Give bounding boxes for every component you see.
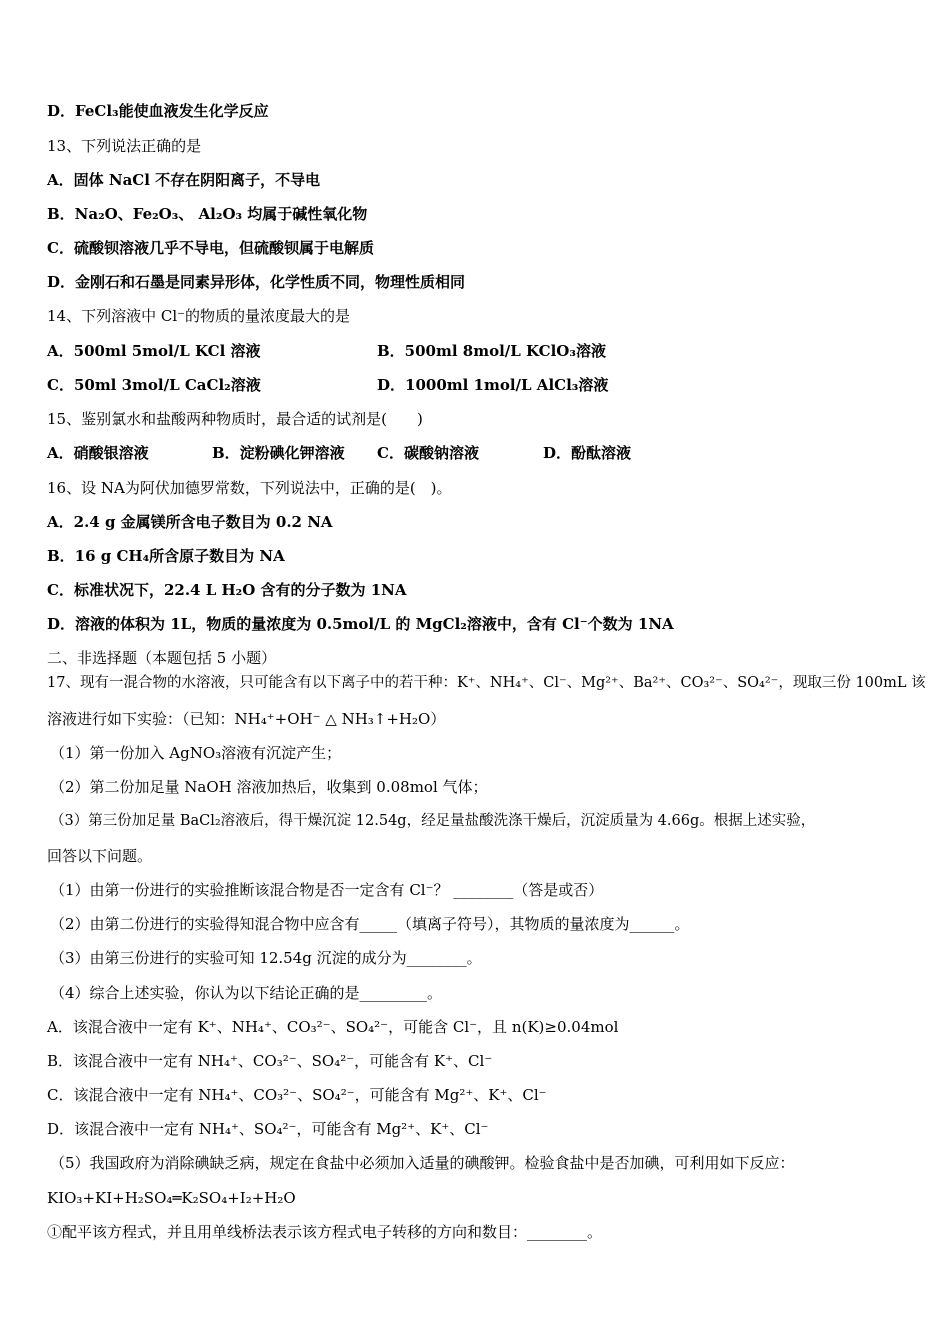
q14-option-c: C．50ml 3mol/L CaCl₂溶液 (47, 376, 261, 394)
q17-part-4: （4）综合上述实验，你认为以下结论正确的是_________。 (50, 984, 443, 1002)
q17-part-5: （5）我国政府为消除碘缺乏病，规定在食盐中必须加入适量的碘酸钾。检验食盐中是否加碘，可利用如下反应： (50, 1154, 795, 1172)
q17-experiment-2: （2）第二份加足量 NaOH 溶液加热后，收集到 0.08mol 气体； (50, 778, 488, 796)
q17-option-c: C．该混合液中一定有 NH₄⁺、CO₃²⁻、SO₄²⁻，可能含有 Mg²⁺、K⁺、Cl⁻ (47, 1086, 547, 1104)
q14-option-d: D．1000ml 1mol/L AlCl₃溶液 (377, 376, 609, 394)
q17-option-b: B．该混合液中一定有 NH₄⁺、CO₃²⁻、SO₄²⁻，可能含有 K⁺、Cl⁻ (47, 1052, 493, 1070)
q16-option-d: D．溶液的体积为 1L，物质的量浓度为 0.5mol/L 的 MgCl₂溶液中，含有 Cl⁻个数为 1NA (47, 615, 674, 633)
q12-option-d: D．FeCl₃能使血液发生化学反应 (47, 102, 269, 120)
q15-option-c: C．碳酸钠溶液 (377, 444, 479, 462)
q16-stem: 16、设 NA为阿伏加德罗常数，下列说法中，正确的是( )。 (47, 479, 452, 497)
q13-option-c: C．硫酸钡溶液几乎不导电，但硫酸钡属于电解质 (47, 239, 374, 257)
section-heading: 二、非选择题（本题包括 5 小题） (47, 649, 277, 667)
q16-option-b: B．16 g CH₄所含原子数目为 NA (47, 547, 285, 565)
q13-stem: 13、下列说法正确的是 (47, 137, 202, 155)
q13-option-d: D．金刚石和石墨是同素异形体，化学性质不同，物理性质相同 (47, 273, 466, 291)
q14-option-b: B．500ml 8mol/L KClO₃溶液 (377, 342, 606, 360)
q13-option-b: B．Na₂O、Fe₂O₃、 Al₂O₃ 均属于碱性氧化物 (47, 205, 368, 223)
q17-part-5-sub1: ①配平该方程式，并且用单线桥法表示该方程式电子转移的方向和数目：________。 (47, 1223, 603, 1241)
q13-option-a: A．固体 NaCl 不存在阴阳离子，不导电 (47, 171, 321, 189)
q17-part-2: （2）由第二份进行的实验得知混合物中应含有_____（填离子符号），其物质的量浓度为______。 (50, 915, 690, 933)
q17-stem-line2: 溶液进行如下实验：（已知：NH₄⁺+OH⁻ △ NH₃↑+H₂O） (47, 710, 446, 728)
q15-option-a: A．硝酸银溶液 (47, 444, 149, 462)
q17-stem-line1: 17、现有一混合物的水溶液，只可能含有以下离子中的若干种：K⁺、NH₄⁺、Cl⁻、Mg²⁺、Ba²⁺、CO₃²⁻、SO₄²⁻，现取三份 100mL 该 (47, 675, 926, 691)
q17-option-a: A．该混合液中一定有 K⁺、NH₄⁺、CO₃²⁻、SO₄²⁻，可能含 Cl⁻，且 n(K)≥0.04mol (47, 1018, 619, 1036)
q17-part-3: （3）由第三份进行的实验可知 12.54g 沉淀的成分为________。 (50, 949, 482, 967)
q17-experiment-3-cont: 回答以下问题。 (47, 847, 153, 865)
q16-option-c: C．标准状况下，22.4 L H₂O 含有的分子数为 1NA (47, 581, 407, 599)
q16-option-a: A．2.4 g 金属镁所含电子数目为 0.2 NA (47, 513, 333, 531)
q17-experiment-3: （3）第三份加足量 BaCl₂溶液后，得干燥沉淀 12.54g，经足量盐酸洗涤干燥后，沉淀质量为 4.66g。根据上述实验， (50, 813, 816, 829)
q17-equation: KIO₃+KI+H₂SO₄═K₂SO₄+I₂+H₂O (47, 1189, 296, 1207)
q15-option-b: B．淀粉碘化钾溶液 (212, 444, 345, 462)
q15-option-d: D．酚酞溶液 (543, 444, 632, 462)
q14-option-a: A．500ml 5mol/L KCl 溶液 (47, 342, 261, 360)
q14-stem: 14、下列溶液中 Cl⁻的物质的量浓度最大的是 (47, 307, 351, 325)
q17-option-d: D．该混合液中一定有 NH₄⁺、SO₄²⁻，可能含有 Mg²⁺、K⁺、Cl⁻ (47, 1120, 489, 1138)
q15-stem: 15、鉴别氯水和盐酸两种物质时，最合适的试剂是( ) (47, 410, 423, 428)
q17-experiment-1: （1）第一份加入 AgNO₃溶液有沉淀产生； (50, 744, 342, 762)
q17-part-1: （1）由第一份进行的实验推断该混合物是否一定含有 Cl⁻？ ________（答是或否） (50, 881, 604, 899)
